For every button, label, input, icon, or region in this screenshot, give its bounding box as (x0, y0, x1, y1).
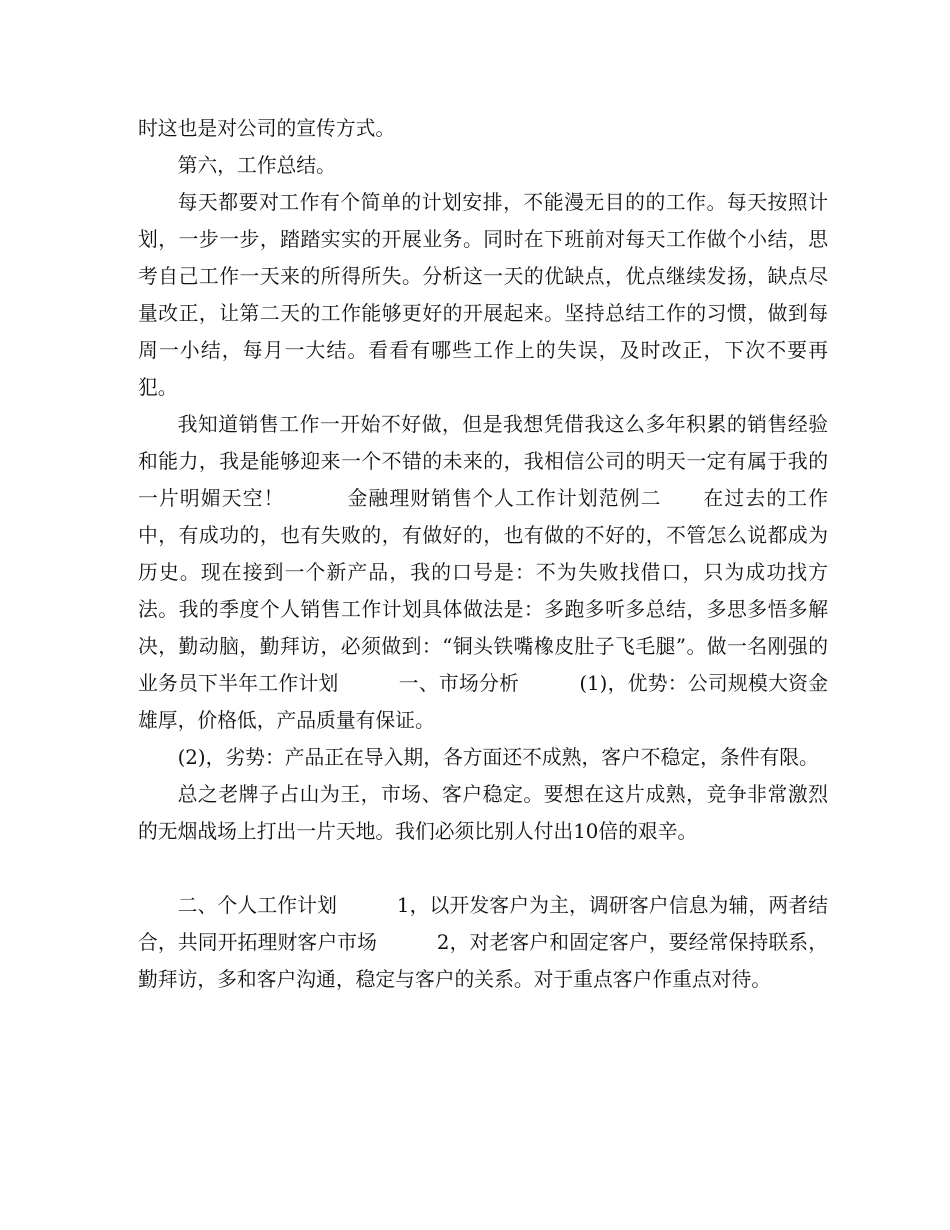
paragraph-personal-plan: 二、个人工作计划 1，以开发客户为主，调研客户信息为辅，两者结合，共同开拓理财客户市场 2，对老客户和固定客户，要经常保持联系，勤拜访，多和客户沟通，稳定与客户的关系。对于重点客户作重点对待。 (138, 894, 828, 991)
paragraph-daily-plan: 每天都要对工作有个简单的计划安排，不能漫无目的的工作。每天按照计划，一步一步，踏踏实实的开展业务。同时在下班前对每天工作做个小结，思考自己工作一天来的所得所失。分析这一天的优缺点，优点继续发扬，缺点尽量改正，让第二天的工作能够更好的开展起来。坚持总结工作的习惯，做到每周一小结，每月一大结。看看有哪些工作上的失误，及时改正，下次不要再犯。 (138, 191, 828, 399)
section-heading-work-summary: 第六，工作总结。 (177, 154, 336, 177)
paragraph-sales-plan: 我知道销售工作一开始不好做，但是我想凭借我这么多年积累的销售经验和能力，我是能够迎来一个不错的未来的，我相信公司的明天一定有属于我的一片明媚天空！ 金融理财销售个人工作计划范例二 在过去的工作中，有成功的，也有失败的，有做好的，也有做的不好的，不管怎么说都成为历史。现在接到一个新产品，我的口号是：不为失败找借口，只为成功找方法。我的季度个人销售工作计划具体做法是：多跑多听多总结，多思多悟多解决，勤动脑，勤拜访，必须做到：“铜头铁嘴橡皮肚子飞毛腿”。做一名刚强的业务员下半年工作计划 一、市场分析 (1)，优势：公司规模大资金雄厚，价格低，产品质量有保证。 (138, 413, 828, 732)
document-body (138, 110, 828, 998)
paragraph-continuation: 时这也是对公司的宣传方式。 (138, 117, 396, 140)
paragraph-disadvantage: (2)，劣势：产品正在导入期，各方面还不成熟，客户不稳定，条件有限。 (177, 746, 819, 769)
paragraph-conclusion: 总之老牌子占山为王，市场、客户稳定。要想在这片成熟，竞争非常激烈的无烟战场上打出一片天地。我们必须比别人付出10倍的艰辛。 (138, 783, 828, 843)
